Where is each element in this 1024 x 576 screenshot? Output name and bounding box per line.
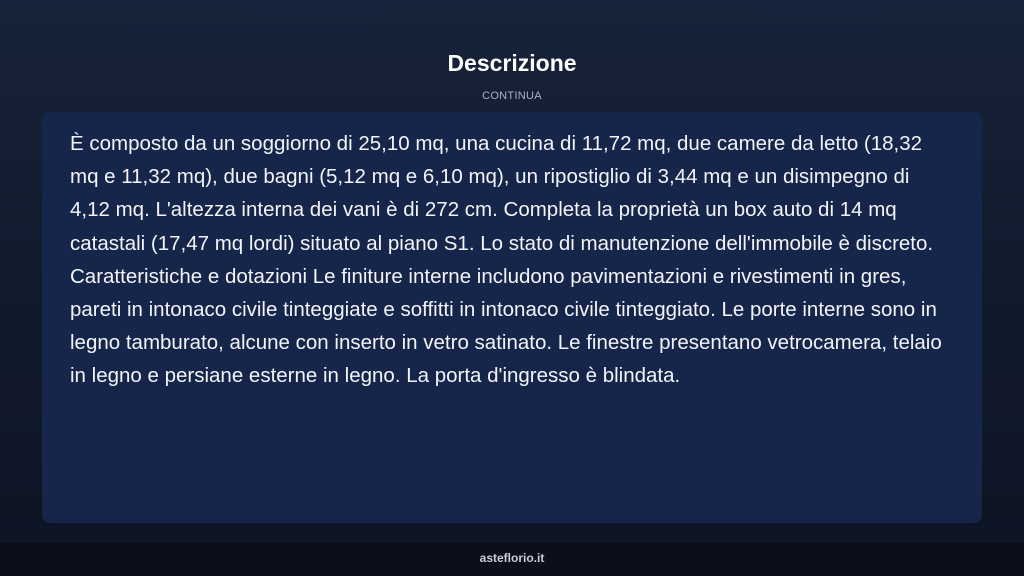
description-card — [42, 112, 982, 523]
page-title: Descrizione — [447, 50, 577, 76]
footer-site-label: asteflorio.it — [479, 551, 545, 565]
footer-bar — [0, 543, 1024, 576]
description-text: È composto da un soggiorno di 25,10 mq, una cucina di 11,72 mq, due camere da letto (18,32 mq e 11,32 mq), due bagni (5,12 mq e 6,10 mq), un ripostiglio di 3,44 mq e un disimpegno di 4,12 mq. L'altezza interna dei vani è di 272 cm. Completa la proprietà un box auto di 14 mq catastali (17,47 mq lordi) situato al piano S1. Lo stato di manutenzione dell'immobile è discreto. Caratteristiche e dotazioni Le finiture interne includono pavimentazioni e rivestimenti in gres, pareti in intonaco civile tinteggiate e soffitti in intonaco civile tinteggiato. Le porte interne sono in legno tamburato, alcune con inserto in vetro satinato. Le finestre presentano vetrocamera, telaio in legno e persiane esterne in legno. La porta d'ingresso è blindata. — [70, 132, 942, 388]
continue-link[interactable]: CONTINUA — [482, 90, 542, 102]
